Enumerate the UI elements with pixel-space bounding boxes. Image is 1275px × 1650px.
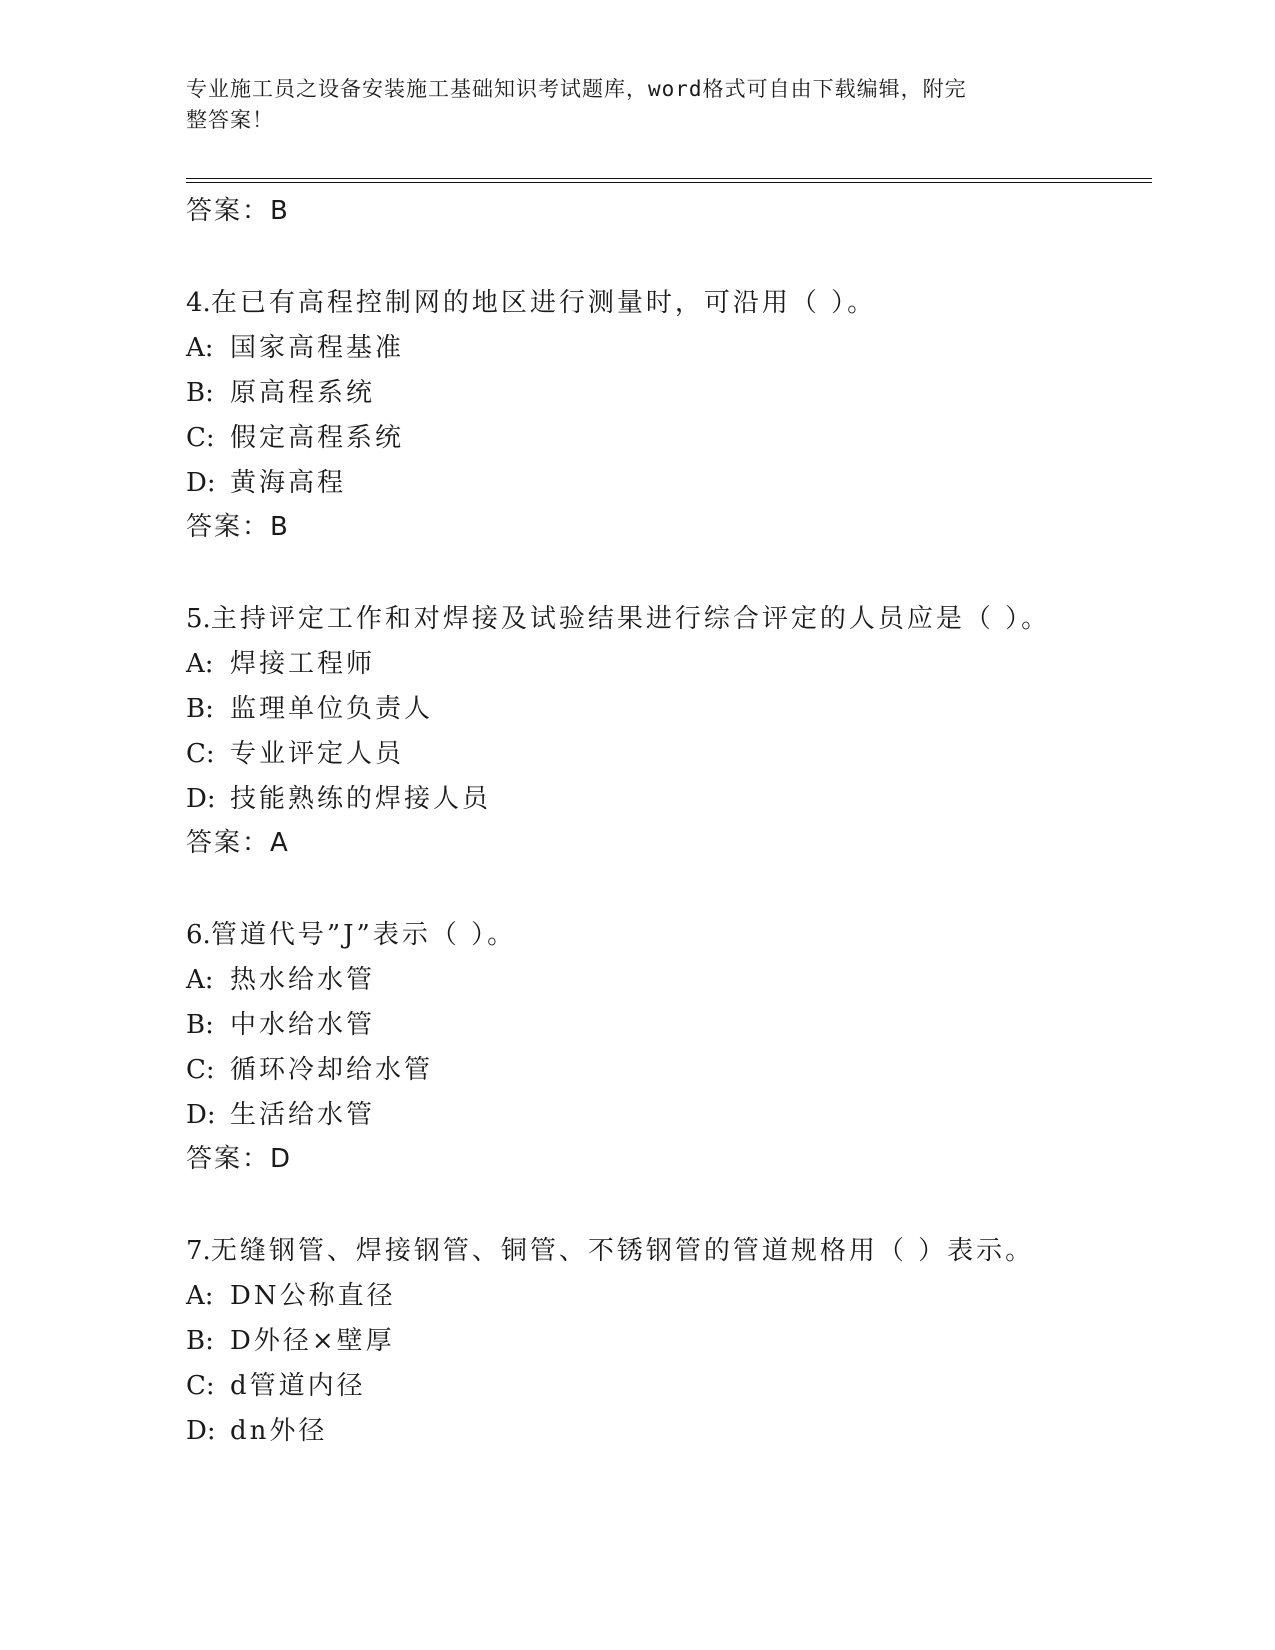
previous-answer: 答案：B <box>186 196 290 226</box>
option-text: 专业评定人员 <box>230 739 405 769</box>
option-text: 原高程系统 <box>230 378 376 408</box>
option-a <box>186 326 1146 371</box>
question-text: 无缝钢管、焊接钢管、铜管、不锈钢管的管道规格用（ ）表示。 <box>210 1236 1035 1266</box>
option-key: A: <box>186 965 214 995</box>
option-text: D外径×壁厚 <box>230 1326 395 1356</box>
option-key: C: <box>186 739 215 769</box>
question-stem <box>186 597 1146 642</box>
question-number: 4. <box>186 288 211 318</box>
option-key: B: <box>186 1326 214 1356</box>
question-list <box>186 190 1146 1503</box>
question-number: 7. <box>186 1236 211 1266</box>
document-header <box>186 74 1066 136</box>
question-7 <box>186 1229 1146 1454</box>
header-divider-thick <box>186 182 1152 183</box>
option-b <box>186 1003 1146 1048</box>
option-text: 生活给水管 <box>230 1100 376 1130</box>
question-5 <box>186 597 1146 864</box>
option-a <box>186 958 1146 1003</box>
option-text: 监理单位负责人 <box>230 694 434 724</box>
option-text: 循环冷却给水管 <box>230 1055 434 1085</box>
option-c <box>186 732 1146 777</box>
option-key: D: <box>186 1416 216 1446</box>
option-text: 焊接工程师 <box>230 649 376 679</box>
option-b <box>186 1319 1146 1364</box>
option-text: 中水给水管 <box>230 1010 376 1040</box>
option-text: 假定高程系统 <box>230 423 405 453</box>
question-answer: 答案：D <box>186 1144 293 1174</box>
question-answer: 答案：A <box>186 828 290 858</box>
option-text: dn外径 <box>230 1416 328 1446</box>
option-text: 技能熟练的焊接人员 <box>230 784 492 814</box>
header-line-2: 整答案！ <box>186 108 274 132</box>
option-key: D: <box>186 1100 216 1130</box>
option-text: d管道内径 <box>230 1371 366 1401</box>
option-key: A: <box>186 1281 214 1311</box>
option-text: DN公称直径 <box>230 1281 396 1311</box>
option-key: C: <box>186 1371 215 1401</box>
option-c <box>186 1364 1146 1409</box>
option-key: D: <box>186 468 216 498</box>
question-stem <box>186 1229 1146 1274</box>
option-key: B: <box>186 378 214 408</box>
question-text: 管道代号”J”表示（ ）。 <box>210 920 517 950</box>
option-c <box>186 1048 1146 1093</box>
option-b <box>186 687 1146 732</box>
question-text: 主持评定工作和对焊接及试验结果进行综合评定的人员应是（ ）。 <box>210 604 1051 634</box>
option-key: D: <box>186 784 216 814</box>
option-d <box>186 1093 1146 1138</box>
question-number: 6. <box>186 920 211 950</box>
question-text: 在已有高程控制网的地区进行测量时，可沿用（ ）。 <box>210 288 877 318</box>
option-key: B: <box>186 694 214 724</box>
question-number: 5. <box>186 604 211 634</box>
header-divider-thin <box>186 178 1152 179</box>
option-a <box>186 1274 1146 1319</box>
option-a <box>186 642 1146 687</box>
option-text: 热水给水管 <box>230 965 376 995</box>
question-stem <box>186 281 1146 326</box>
option-c <box>186 416 1146 461</box>
question-6 <box>186 913 1146 1180</box>
question-stem <box>186 913 1146 958</box>
option-key: A: <box>186 649 214 679</box>
option-text: 国家高程基准 <box>230 333 405 363</box>
option-text: 黄海高程 <box>230 468 347 498</box>
option-d <box>186 777 1146 822</box>
option-key: A: <box>186 333 214 363</box>
option-d <box>186 461 1146 506</box>
option-d <box>186 1409 1146 1454</box>
option-key: B: <box>186 1010 214 1040</box>
option-b <box>186 371 1146 416</box>
header-line-1: 专业施工员之设备安装施工基础知识考试题库，word格式可自由下载编辑，附完 <box>186 77 967 101</box>
question-answer: 答案：B <box>186 512 290 542</box>
option-key: C: <box>186 423 215 453</box>
option-key: C: <box>186 1055 215 1085</box>
question-4 <box>186 281 1146 548</box>
